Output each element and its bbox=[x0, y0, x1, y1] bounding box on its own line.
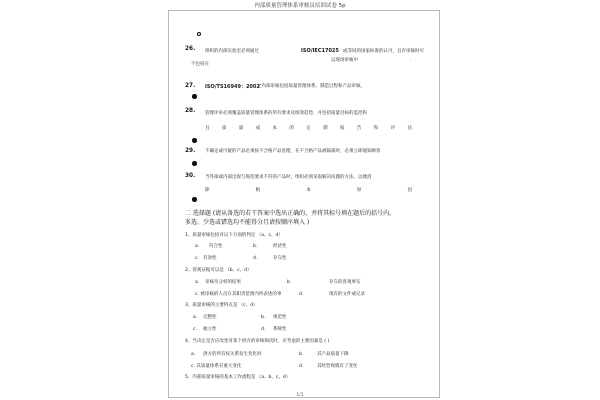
question-29-text: 不确定或可疑的产品必须按不合格产品处理，在不合格产品被隔离时，必须立即通知顾客 bbox=[205, 149, 381, 154]
choice-4-d-text: 其经营规模有了变化 bbox=[317, 364, 358, 369]
bullet-icon bbox=[192, 94, 197, 99]
question-27-number: 27. bbox=[185, 83, 196, 89]
choice-2-c-text: c. 被审核的人员在其职责范围内所表述的事 bbox=[195, 292, 282, 297]
choice-1-b-text: 经济性 bbox=[273, 244, 287, 249]
q30-char: 原 bbox=[356, 188, 362, 193]
question-28-text: 管理评审必须覆盖质量管理体系的所有要求及绩效趋势，并包括质量目标的监控和 bbox=[205, 111, 367, 116]
q28-char: 告 bbox=[356, 126, 362, 131]
section-2-title: 二 选择题 (请从备选的若干答案中选出正确的，并将其标号填在题后的括号内。 bbox=[185, 210, 396, 217]
choice-3-d-text: 系统性 bbox=[273, 327, 287, 332]
choice-3-b-text: 规范性 bbox=[273, 315, 287, 320]
choice-2-d-label: d. bbox=[299, 292, 304, 297]
bullet-icon bbox=[192, 197, 197, 202]
question-26-end-mark: . bbox=[410, 58, 412, 63]
bullet-icon bbox=[192, 138, 197, 143]
document-header: 内部质量管理体系审核员培训试卷 5p bbox=[254, 3, 346, 9]
choice-5-stem: 5、内部质量审核的基本工作流程是 （a、b、c、d） bbox=[185, 375, 291, 380]
choice-2-a-label: a. bbox=[195, 280, 200, 285]
question-27-text: 之内部审核包括质量管理体系、制造过程和产品审核。 bbox=[257, 84, 365, 89]
choice-2-stem: 2、客观证据可以是 （b、c、d） bbox=[185, 268, 252, 273]
choice-1-d-label: d. bbox=[253, 256, 258, 261]
choice-1-stem: 1、质量审核包括对以下方面的判定 （a、c、d） bbox=[185, 233, 283, 238]
q28-char: 成 bbox=[255, 126, 261, 131]
q28-char: 量 bbox=[238, 126, 244, 131]
question-27-standard: ISO/TS16949：2002 bbox=[205, 84, 260, 90]
question-29-number: 29. bbox=[185, 148, 196, 154]
q28-char: 且 bbox=[205, 126, 210, 131]
question-28-justified-line bbox=[205, 125, 412, 131]
choice-1-b-label: b. bbox=[253, 244, 258, 249]
choice-4-d-label: d. bbox=[299, 364, 304, 369]
choice-4-a-label: a. bbox=[191, 352, 196, 357]
q28-char: 定 bbox=[306, 126, 311, 131]
choice-2-a-text: 审核员分析的结果 bbox=[205, 280, 241, 285]
choice-1-c-text: 有效性 bbox=[203, 256, 217, 261]
choice-2-d-text: 现有的文件或记录 bbox=[329, 292, 365, 297]
choice-3-stem: 3、质量审核的主要特点是 （c、d） bbox=[185, 303, 258, 308]
choice-3-a-label: a. bbox=[193, 315, 198, 320]
choice-4-b-label: b. bbox=[299, 352, 304, 357]
q28-char: 和 bbox=[373, 126, 379, 131]
question-26-number: 26. bbox=[185, 46, 196, 52]
q28-char: 报 bbox=[340, 126, 345, 131]
choice-1-a-text: 符合性 bbox=[209, 244, 223, 249]
question-26-standard: ISO/IEC17025 bbox=[301, 48, 339, 54]
choice-4-stem: 4、当决定是否应改变对某个供方的审核频次时，应考虑的主要因素是 ( ) bbox=[185, 339, 330, 344]
choice-1-a-label: a. bbox=[195, 244, 200, 249]
hollow-bullet-icon bbox=[197, 32, 201, 36]
choice-2-b-label: b. bbox=[287, 280, 292, 285]
q28-char: 期 bbox=[323, 126, 328, 131]
q30-char: 除 bbox=[205, 188, 210, 193]
choice-4-c-text: c. 其质量体系有重大变化 bbox=[191, 364, 242, 369]
choice-1-d-text: 存在性 bbox=[273, 256, 287, 261]
bullet-icon bbox=[192, 161, 197, 166]
q28-char: 估 bbox=[407, 126, 412, 131]
question-26-text-a: 组织的内部实验室必须通过 bbox=[205, 49, 259, 54]
q30-char: 因 bbox=[407, 188, 412, 193]
question-30-justified-line bbox=[205, 187, 412, 193]
choice-2-b-text: 存在的客观事实 bbox=[329, 280, 361, 285]
choice-3-c-text: 独立性 bbox=[203, 327, 217, 332]
question-26-text-d: 以现场审核中 bbox=[331, 58, 358, 63]
exam-page bbox=[168, 10, 440, 398]
section-2-subtitle: 多选、少选或错选均不能得分且请按顺序填入 ) bbox=[185, 219, 310, 226]
question-30-number: 30. bbox=[185, 173, 196, 179]
q30-char: 本 bbox=[306, 188, 311, 193]
choice-3-d-label: d. bbox=[261, 327, 266, 332]
choice-3-b-label: b. bbox=[261, 315, 266, 320]
question-28-number: 28. bbox=[185, 108, 196, 114]
choice-3-a-text: 完整性 bbox=[203, 315, 217, 320]
question-30-text: 当外部或内部出现与规范要求不符的产品时，组织必须采取解决问题的方法，以便消 bbox=[205, 175, 372, 180]
choice-4-a-text: 供方的所有权关系发生变化时 bbox=[203, 352, 262, 357]
page-number: 1/1 bbox=[296, 393, 304, 398]
choice-3-c-label: c. bbox=[193, 327, 197, 332]
q28-char: 质 bbox=[221, 126, 227, 131]
q28-char: 评 bbox=[390, 126, 396, 131]
question-26-text-c: 不包括在 bbox=[191, 62, 209, 67]
q28-char: 本 bbox=[272, 126, 277, 131]
q28-char: 的 bbox=[289, 126, 294, 131]
q30-char: 根 bbox=[255, 188, 261, 193]
choice-1-c-label: c. bbox=[195, 256, 199, 261]
choice-4-b-text: 其产品质量下降 bbox=[317, 352, 349, 357]
question-26-text-b: 或等同的国家标准的认可，且有审核时可 bbox=[343, 49, 424, 54]
